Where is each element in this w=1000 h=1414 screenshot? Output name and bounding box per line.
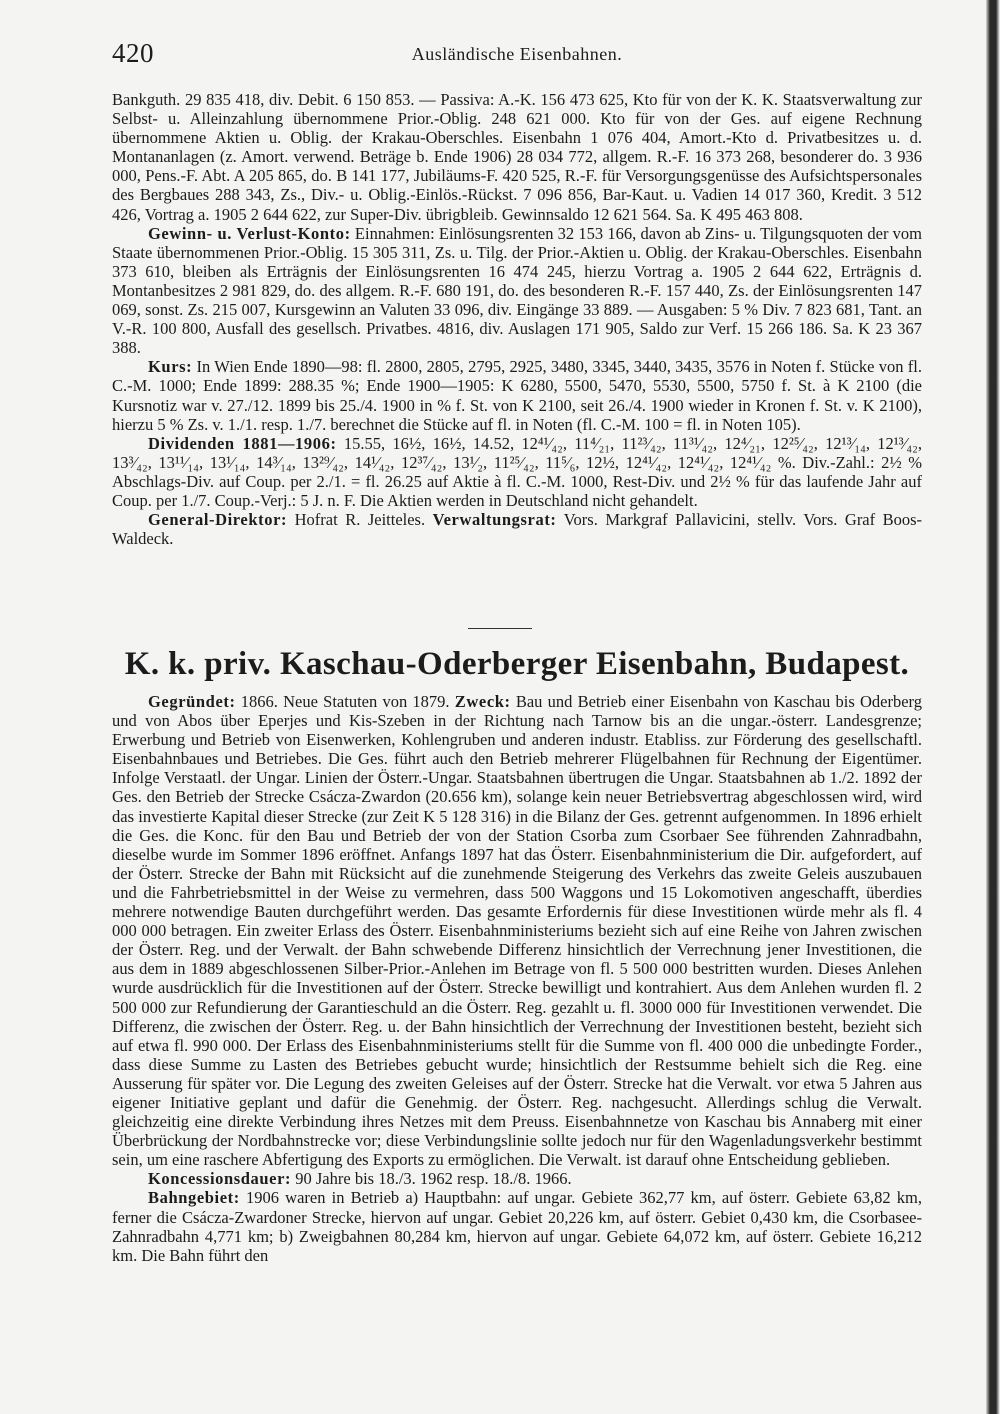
concession-text: 90 Jahre bis 18./3. 1962 resp. 18./8. 1966.	[295, 1169, 572, 1189]
board-label: Verwaltungsrat:	[432, 510, 557, 530]
general-director-text: Hofrat R. Jeitteles.	[294, 510, 426, 530]
founded-paragraph	[112, 692, 922, 1169]
purpose-label: Zweck:	[454, 692, 511, 711]
guv-text: Einnahmen: Einlösungsrenten 32 153 166, davon ab Zins- u. Tilgungsquoten der vom Staate übernommenen Prior.-Oblig. 15 305 311, Zs. u. Tilg. der Prior.-Aktien u. Oblig. der Krakau-Oberschles. Eisenbahn 373 610, bleiben als Erträgnis der Einlösungsrenten 16 474 245, hierzu Vortrag a. 1905 2 644 622, Erträgnis d. Montanbesitzes 2 981 829, do. des allgem. R.-F. 680 191, do. des besonderen R.-F. 157 440, Zs. der Einlösungsrenten 147 069, sonst. Zs. 215 007, Kursgewinn an Valuten 33 096, div. Eingänge 33 889. — Ausgaben: 5 % Div. 7 823 681, Tant. an V.-R. 100 800, Ausfall des gesellsch. Privatbes. 4816, div. Auslagen 171 905, Saldo zur Verf. 15 266 186. Sa. K 23 367 388.	[112, 223, 923, 358]
kurs-label: Kurs:	[148, 357, 193, 377]
dividend-text: 15.55, 16½, 16½, 14.52, 12⁴¹⁄₄₂, 11⁴⁄₂₁, 11²³⁄₄₂, 11³¹⁄₄₂, 12⁴⁄₂₁, 12²⁵⁄₄₂, 12¹³⁄₁₄, 12¹³⁄₄₂, 13³⁄₄₂, 13¹¹⁄₁₄, 13¹⁄₁₄, 14³⁄₁₄, 13²⁹⁄₄₂, 14¹⁄₄₂, 12³⁷⁄₄₂, 13¹⁄₂, 11²⁵⁄₄₂, 11⁵⁄₆, 12½, 12⁴¹⁄₄₂, 12⁴¹⁄₄₂, 12⁴¹⁄₄₂ %. Div.-Zahl.: 2½ % Abschlags-Div. auf Coup. per 2./1. = fl. 26.25 auf Aktie à fl. C.-M. 1000, Rest-Div. und 2½ % für das laufende Jahr auf Coup. per 1./7. Coup.-Verj.: 5 J. n. F. Die Aktien werden in Deutschland nicht gehandelt.	[112, 433, 923, 510]
concession-paragraph	[112, 1169, 922, 1188]
page-header	[112, 38, 922, 78]
dividend-paragraph	[112, 434, 922, 510]
network-label: Bahngebiet:	[148, 1188, 240, 1208]
company-title: K. k. priv. Kaschau-Oderberger Eisenbahn, Budapest.	[124, 646, 910, 682]
guv-paragraph	[112, 224, 922, 358]
previous-company-block	[112, 90, 922, 548]
company-block	[112, 692, 922, 1265]
running-head: Ausländische Eisenbahnen.	[411, 44, 623, 64]
management-paragraph	[112, 510, 922, 548]
general-director-label: General-Direktor:	[148, 510, 288, 530]
purpose-text: Bau und Betrieb einer Eisenbahn von Kaschau bis Oderberg und von Abos über Eperjes und Kis-Szeben in der Richtung nach Tarnow bis an die ungar.-österr. Landesgrenze; Erwerbung und Betrieb von Eisenwerken, Kohlengruben und anderen industr. Etabliss. zur Förderung des gesellschaftl. Eisenbahnbaues und Betriebes. Die Ges. führt auch den Betrieb mehrerer Flügelbahnen für Rechnung der Eigentümer. Infolge Verstaatl. der Ungar. Linien der Österr.-Ungar. Staatsbahnen übertrugen die Ungar. Staatsbahnen ab 1./2. 1892 der Ges. den Betrieb der Strecke Csácza-Zwardon (20.656 km), solange kein neuer Betriebsvertrag abgeschlossen wird, wird das investierte Kapital dieser Strecke (zur Zeit K 5 128 316) in die Bilanz der Ges. getrennt aufgenommen. In 1896 erhielt die Ges. die Konc. für den Bau und Betrieb der von der Station Csorba zum Csorbaer See führenden Zahnradbahn, dieselbe wurde im Sommer 1896 eröffnet. Anfangs 1897 hat das Österr. Eisenbahnministerium die Dir. aufgefordert, auf der Österr. Strecke der Bahn mit Rücksicht auf die zunehmende Steigerung des Verkehrs das zweite Geleis auszubauen und die Fahrbetriebsmittel in der Weise zu vermehren, dass 500 Waggons und 15 Lokomotiven angeschafft, überdies mehrere notwendige Bauten durchgeführt werden. Das gesamte Erfordernis für diese Investitionen würde mehr als fl. 4 000 000 betragen. Ein zweiter Erlass des Österr. Eisenbahnministeriums bezieht sich auf eine Reihe von Jahren zwischen der Österr. Reg. und der Verwalt. der Bahn schwebende Differenz hinsichtlich der Verrechnung jener Investitionen, die aus dem in 1889 abgeschlossenen Silber-Prior.-Anlehen im Betrage von fl. 5 500 000 bestritten wurden. Dieses Anlehen wurde ausdrücklich für die Investitionen auf der Österr. Strecke bewilligt und kontrahiert. Aus dem Anlehen wurden fl. 2 500 000 zur Refundierung der Garantieschuld an die Österr. Reg. gezahlt u. fl. 3000 000 für Investitionen verwendet. Die Differenz, die zwischen der Österr. Reg. u. der Bahn hinsichtlich der Verrechnung der Investitionen besteht, bezieht sich auf etwa fl. 990 000. Der Erlass des Eisenbahnministeriums stellt für die Summe von fl. 400 000 die unbedingte Forder., dass diese Summe zu Lasten des Betriebes gebucht wurde; hinsichtlich der Restsumme behielt sich die Reg. eine Ausserung für später vor. Die Legung des zweiten Geleises auf der Österr. Strecke hat die Verwalt. vor etwa 5 Jahren aus eigener Initiative geplant und dafür die Genehmig. der Österr. Reg. nachgesucht. Allerdings schlug die Verwalt. gleichzeitig eine direkte Verbindung ihres Netzes mit dem Preuss. Eisenbahnnetze von Kaschau bis Annaberg mit einer Überbrückung der Nordbahnstrecke vor; diese Verbindungslinie sollte jedoch nur für den Wagenladungsverkehr bestimmt sein, um eine raschere Abfertigung des Exports zu ermöglichen. Die Verwalt. ist darauf ohne Entscheidung geblieben.	[112, 692, 923, 1170]
section-divider	[468, 628, 532, 629]
dividend-label: Dividenden 1881—1906:	[148, 433, 337, 453]
board-text: Vors. Markgraf Pallavicini, stellv. Vors. Graf Boos-Waldeck.	[112, 510, 923, 549]
founded-text: 1866. Neue Statuten von 1879.	[240, 692, 450, 711]
kurs-paragraph	[112, 357, 922, 433]
balance-paragraph: Bankguth. 29 835 418, div. Debit. 6 150 853. — Passiva: A.-K. 156 473 625, Kto für von der K. K. Staatsverwaltung zur Selbst- u. Alleinzahlung übernommene Prior.-Oblig. 248 621 000. Kto für von der Ges. auf eigene Rechnung übernommene Aktien u. Oblig. der Krakau-Oberschles. Eisenbahn 1 076 404, Amort.-Kto d. Privatbesitzes u. d. Montananlagen (z. Amort. verwend. Beträge b. Ende 1906) 28 034 772, allgem. R.-F. 16 373 268, besonderer do. 3 936 000, Pens.-F. Abt. A 205 865, do. B 141 177, Jubiläums-F. 420 525, R.-F. für Versorgungsgenüsse des Aufsichtspersonales des Bergbaues 288 343, Zs., Div.- u. Oblig.-Einlös.-Rückst. 7 096 856, Bar-Kaut. u. Vadien 14 017 360, Kredit. 3 512 426, Vortrag a. 1905 2 644 622, zur Super-Div. übrigbleib. Gewinnsaldo 12 621 564. Sa. K 495 463 808.	[112, 90, 922, 224]
scan-edge-bar	[986, 0, 1000, 1414]
page-number: 420	[112, 38, 154, 68]
guv-label: Gewinn- u. Verlust-Konto:	[148, 223, 351, 243]
kurs-text: In Wien Ende 1890—98: fl. 2800, 2805, 2795, 2925, 3480, 3345, 3440, 3435, 3576 in Noten f. Stücke von fl. C.-M. 1000; Ende 1899: 288.35 %; Ende 1900—1905: K 6280, 5500, 5470, 5530, 5500, 5750 f. St. à K 2100 (die Kursnotiz war v. 27./12. 1899 bis 25./4. 1900 in % f. St. von K 2100, seit 26./4. 1900 wieder in Kronen f. St. v. K 2100), hierzu 5 % Zs. v. 1./1. resp. 1./7. berechnet die Stücke auf fl. in Noten (fl. C.-M. 100 = fl. in Noten 105).	[112, 357, 922, 434]
concession-label: Koncessionsdauer:	[148, 1169, 292, 1189]
founded-label: Gegründet:	[148, 692, 236, 711]
network-paragraph	[112, 1188, 922, 1264]
network-text: 1906 waren in Betrieb a) Hauptbahn: auf ungar. Gebiete 362,77 km, auf österr. Gebiete 63,82 km, ferner die Csácza-Zwardoner Strecke, hiervon auf ungar. Gebiet 20,226 km, auf österr. Gebiet 0,430 km, die Csorbasee-Zahnradbahn 4,771 km; b) Zweigbahnen 80,284 km, hiervon auf ungar. Gebiete 64,072 km, auf österr. Gebiete 16,212 km. Die Bahn führt den	[112, 1188, 922, 1265]
